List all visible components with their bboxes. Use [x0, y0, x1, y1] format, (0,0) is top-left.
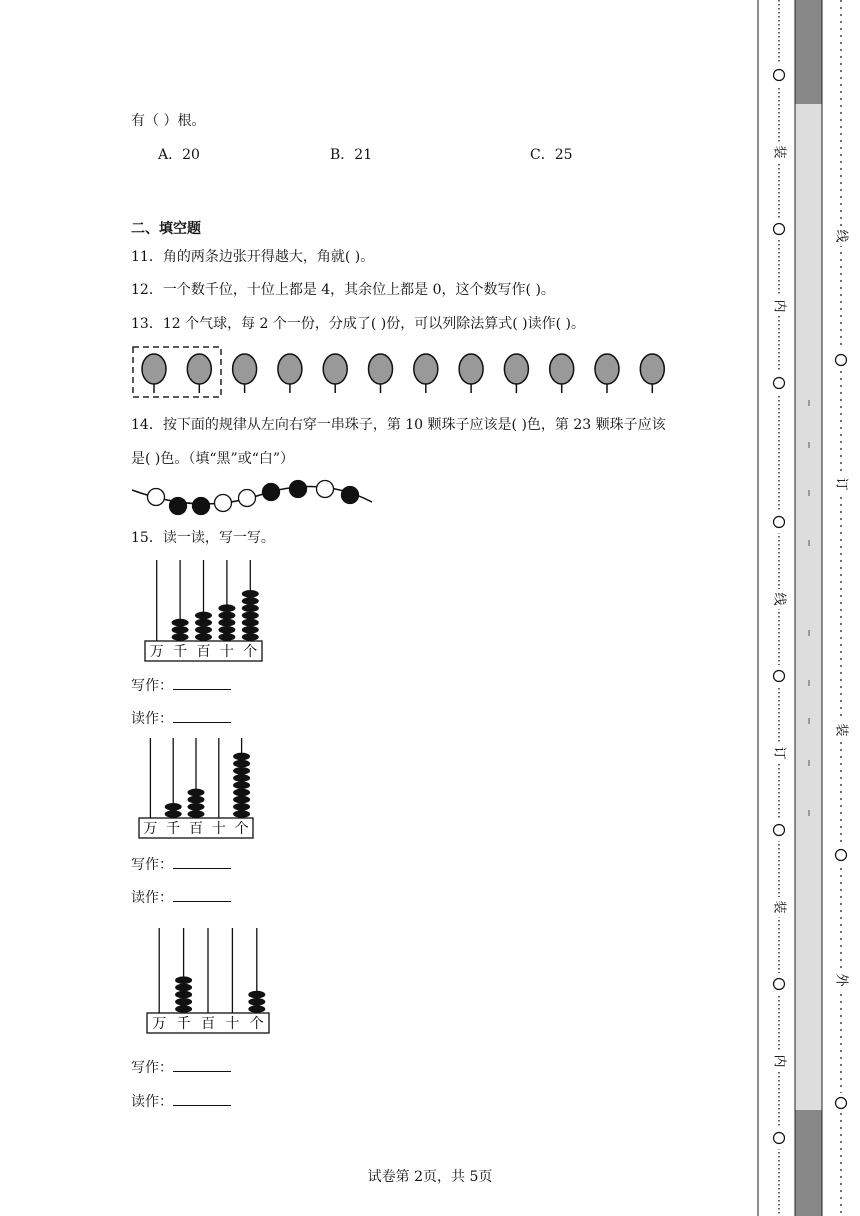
abacus-bead — [175, 1005, 192, 1013]
abacus-bead — [195, 633, 212, 641]
q10-option-c: C．25 — [530, 147, 573, 163]
bead — [170, 498, 187, 515]
abacus-place-label: 千 — [166, 821, 181, 837]
binding-circle — [836, 850, 847, 861]
abacus-bead — [165, 803, 182, 811]
abacus1-read-row — [131, 710, 231, 728]
abacus-place-label: 十 — [219, 644, 234, 660]
binding-mark: 订 — [833, 477, 849, 491]
bead — [263, 484, 280, 501]
abacus-bead — [175, 998, 192, 1006]
abacus-bead — [218, 604, 235, 612]
abacus-place-label: 个 — [243, 644, 258, 660]
balloon-icon — [504, 354, 528, 393]
binding-circle — [774, 671, 785, 682]
q13-text: 13．12 个气球，每 2 个一份，分成了( )份，可以列除法算式( )读作( )。 — [131, 316, 586, 332]
binding-circle — [774, 70, 785, 81]
binding-margin — [757, 0, 860, 1216]
write-answer-blank[interactable] — [173, 856, 231, 869]
abacus-bead — [233, 803, 250, 811]
balloon-icon — [323, 354, 347, 393]
abacus-bead — [188, 810, 205, 818]
abacus — [139, 738, 253, 838]
abacus-bead — [188, 803, 205, 811]
binding-mark: 外 — [833, 973, 849, 987]
abacus-bead — [242, 590, 259, 598]
balloon-icon — [278, 354, 302, 393]
abacus-bead — [248, 998, 265, 1006]
balloon-icon — [640, 354, 664, 393]
q10-option-b: B．21 — [330, 147, 373, 163]
balloon-icon — [595, 354, 619, 393]
abacus3-write-row — [131, 1059, 231, 1077]
write-label: 写作： — [131, 678, 173, 694]
balloon-icon — [233, 354, 257, 393]
abacus-place-label: 万 — [152, 1016, 167, 1032]
abacus — [145, 560, 262, 661]
q12-text: 12．一个数千位，十位上都是 4，其余位上都是 0，这个数写作( )。 — [131, 282, 555, 298]
abacus-bead — [248, 991, 265, 999]
bead — [148, 489, 165, 506]
abacus-bead — [242, 626, 259, 634]
binding-circle — [774, 1133, 785, 1144]
abacus-bead — [233, 753, 250, 761]
write-answer-blank[interactable] — [173, 1059, 231, 1072]
abacus-place-label: 千 — [173, 644, 188, 660]
binding-mark: 装 — [833, 723, 849, 737]
read-answer-blank[interactable] — [173, 710, 231, 723]
page-footer: 试卷第 2页，共 5页 — [367, 1169, 493, 1185]
abacus-bead — [242, 604, 259, 612]
abacus-bead — [233, 760, 250, 768]
binding-circle — [774, 378, 785, 389]
abacus-place-label: 十 — [225, 1016, 240, 1032]
abacus-bead — [218, 633, 235, 641]
binding-mark: 装 — [771, 900, 787, 914]
binding-circle — [774, 979, 785, 990]
abacus-bead — [242, 619, 259, 627]
binding-mark: 线 — [833, 229, 849, 243]
abacus-bead — [188, 796, 205, 804]
abacus-place-label: 千 — [176, 1016, 191, 1032]
abacus-bead — [233, 767, 250, 775]
binding-circle — [836, 355, 847, 366]
abacus-bead — [233, 781, 250, 789]
q11-text: 11．角的两条边张开得越大，角就( )。 — [131, 249, 375, 265]
write-label: 写作： — [131, 857, 173, 873]
abacus-bead — [233, 789, 250, 797]
abacus-bead — [195, 626, 212, 634]
abacus-bead — [175, 984, 192, 992]
q15-text: 15．读一读，写一写。 — [131, 530, 275, 546]
abacus2-read-row — [131, 889, 231, 907]
read-answer-blank[interactable] — [173, 1093, 231, 1106]
bead — [239, 490, 256, 507]
abacus-bead — [218, 626, 235, 634]
abacus-bead — [218, 619, 235, 627]
abacus-place-label: 万 — [149, 644, 164, 660]
balloon-icon — [369, 354, 393, 393]
abacus-bead — [242, 612, 259, 620]
binding-circle — [774, 825, 785, 836]
binding-mark: 内 — [771, 1054, 787, 1068]
abacus-bead — [195, 619, 212, 627]
abacus-place-label: 百 — [201, 1016, 215, 1032]
balloon-icon — [550, 354, 574, 393]
q14-line2: 是( )色。（填“黑”或“白”） — [131, 451, 295, 467]
abacus-bead — [175, 976, 192, 984]
binding-mark: 订 — [771, 746, 787, 760]
abacus-place-label: 万 — [143, 821, 158, 837]
write-answer-blank[interactable] — [173, 677, 231, 690]
abacus-bead — [248, 1005, 265, 1013]
section-title: 二、填空题 — [131, 221, 201, 237]
abacus — [147, 928, 269, 1033]
bead — [193, 498, 210, 515]
abacus-bead — [175, 991, 192, 999]
abacus-place-label: 十 — [211, 821, 226, 837]
abacus-place-label: 百 — [189, 821, 203, 837]
binding-circle — [836, 1098, 847, 1109]
abacus-bead — [195, 612, 212, 620]
binding-mark: 线 — [771, 592, 787, 606]
abacus-place-label: 个 — [234, 821, 249, 837]
abacus-bead — [233, 810, 250, 818]
binding-circle — [774, 517, 785, 528]
balloon-icon — [142, 354, 166, 393]
q14-line1: 14．按下面的规律从左向右穿一串珠子，第 10 颗珠子应该是( )色，第 23 颗珠子应该 — [131, 417, 666, 433]
q10-stem-tail: 有（ ）根。 — [131, 113, 206, 129]
abacus-bead — [172, 633, 189, 641]
read-answer-blank[interactable] — [173, 889, 231, 902]
abacus-bead — [242, 633, 259, 641]
read-label: 读作： — [131, 890, 173, 906]
bead — [342, 487, 359, 504]
binding-mark: 内 — [771, 299, 787, 313]
bead — [290, 481, 307, 498]
bead — [215, 495, 232, 512]
balloon-icon — [187, 354, 211, 393]
abacus-place-label: 百 — [196, 644, 211, 660]
q10-option-a: A．20 — [158, 147, 200, 163]
read-label: 读作： — [131, 711, 173, 727]
abacus1-write-row — [131, 677, 231, 695]
abacus2-write-row — [131, 856, 231, 874]
abacus-bead — [218, 612, 235, 620]
abacus-bead — [233, 774, 250, 782]
read-label: 读作： — [131, 1094, 173, 1110]
abacus3-read-row — [131, 1093, 231, 1111]
abacus-bead — [172, 626, 189, 634]
abacus-bead — [172, 619, 189, 627]
write-label: 写作： — [131, 1060, 173, 1076]
abacus-place-label: 个 — [249, 1016, 264, 1032]
balloon-icon — [459, 354, 483, 393]
binding-circle — [774, 224, 785, 235]
abacus-bead — [188, 789, 205, 797]
abacus-bead — [233, 796, 250, 804]
balloon-icon — [414, 354, 438, 393]
bead — [317, 481, 334, 498]
abacus-bead — [242, 597, 259, 605]
binding-mark: 装 — [771, 145, 787, 159]
abacus-bead — [165, 810, 182, 818]
